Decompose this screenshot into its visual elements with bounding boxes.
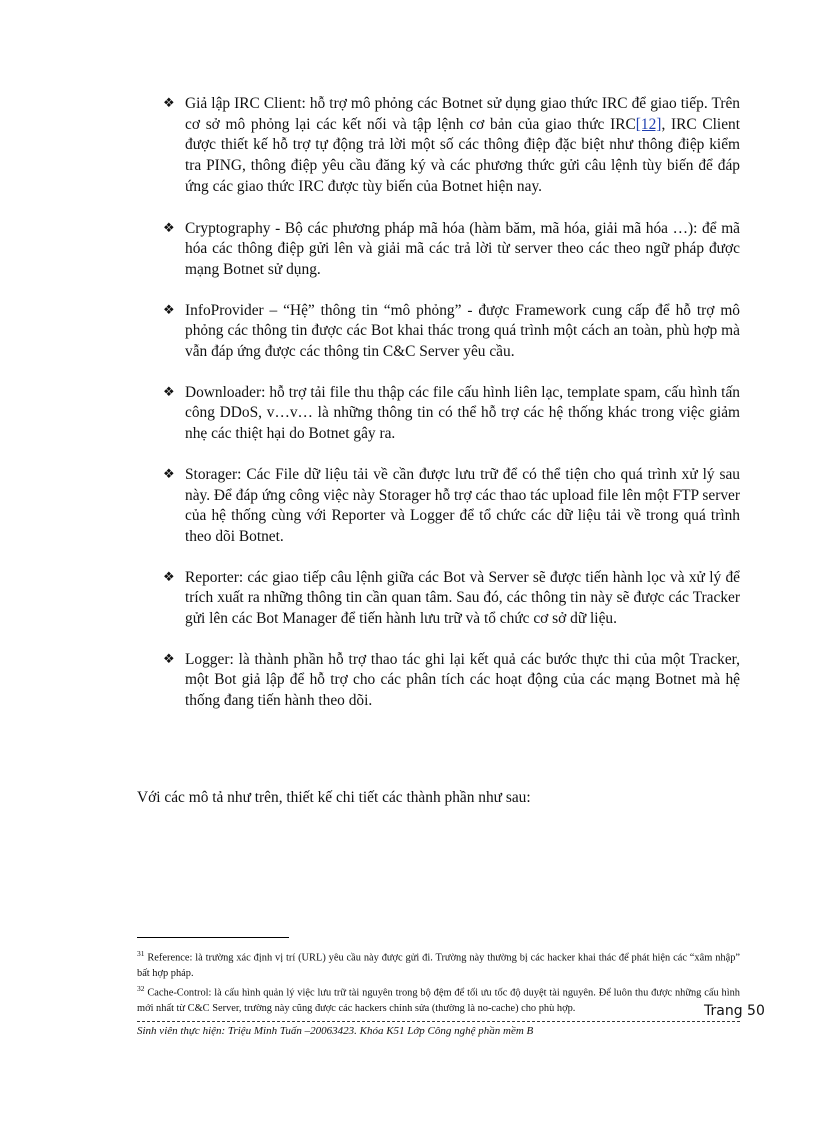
list-item-reporter [163,568,740,630]
list-item-cryptography [163,219,740,281]
footnote-separator [137,937,289,938]
diamond-bullet-icon: ❖ [163,384,175,400]
item-text: Logger: là thành phần hỗ trợ thao tác ghi lại kết quả các bước thực thi của một Tracker, một Bot giả lập để hỗ trợ cho các phân tích các hoạt động của các mạng Botnet mà hệ thống đang tiến hành theo dõi. [185,650,740,710]
item-text: Cryptography - Bộ các phương pháp mã hóa (hàm băm, mã hóa, giải mã hóa …): để mã hóa các thông điệp gửi lên và giải mã các trả lời từ server theo các theo ngữ pháp được mạng Botnet sử dụng. [185,219,740,278]
list-item-logger [163,650,740,712]
item-text-after: , IRC Client được thiết kế hỗ trợ tự động trả lời một số các thông điệp đặc biệt như thông điệp kiểm tra PING, thông điệp yêu cầu đăng ký và các phương thức gửi câu lệnh tùy biến để đáp ứng các giao thức IRC được tùy biến của Botnet hiện nay. [185,115,740,195]
list-item-infoprovider [163,301,740,363]
page-footer: Sinh viên thực hiện: Triệu Minh Tuấn –20063423. Khóa K51 Lớp Công nghệ phần mềm B [137,1025,534,1037]
list-item-downloader [163,383,740,445]
page-number: Trang 50 [704,1003,765,1019]
footnotes [137,946,740,1016]
diamond-bullet-icon: ❖ [163,651,175,667]
diamond-bullet-icon: ❖ [163,569,175,585]
footnote-text: Cache-Control: là cấu hình quản lý việc lưu trữ tài nguyên trong bộ đệm để tối ưu tốc độ duyệt tài nguyên. Để luôn thu được những cấu hình mới nhất từ C&C Server, trường này cũng được các hackers chỉnh sửa (thường là no-cache) cho phù hợp. [137,987,740,1014]
bullet-list [163,94,740,732]
diamond-bullet-icon: ❖ [163,466,175,482]
footnote-32 [137,981,740,1016]
footnote-31 [137,946,740,981]
footer-separator [137,1021,740,1022]
diamond-bullet-icon: ❖ [163,96,175,111]
conclusion-paragraph: Với các mô tả như trên, thiết kế chi tiết các thành phần như sau: [137,789,531,807]
footnote-number: 31 [137,949,145,958]
list-item-irc-client [163,94,740,198]
diamond-bullet-icon: ❖ [163,220,175,236]
item-text: Giả lập IRC Client: hỗ trợ mô phỏng các Botnet sử dụng giao thức IRC để giao tiếp. Trên cơ sở mô phỏng lại các kết nối và tập lệnh cơ bản của giao thức IRC [185,95,740,133]
diamond-bullet-icon: ❖ [163,302,175,318]
citation-link[interactable]: [12] [635,115,662,133]
list-item-storager [163,465,740,548]
item-text: Reporter: các giao tiếp câu lệnh giữa các Bot và Server sẽ được tiến hành lọc và xử lý để trích xuất ra những thông tin cần quan tâm. Sau đó, các thông tin này sẽ được các Tracker gửi lên các Bot Manager để tiến hành lưu trữ và tổ chức cơ sở dữ liệu. [185,568,740,628]
footnote-text: Reference: là trường xác định vị trí (URL) yêu cầu này được gửi đi. Trường này thường bị các hacker khai thác để phát hiện các “xâm nhập” bất hợp pháp. [137,952,740,979]
item-text: InfoProvider – “Hệ” thông tin “mô phỏng” - được Framework cung cấp để hỗ trợ mô phỏng các thông tin được các Bot khai thác trong quá trình một cách an toàn, phù hợp mà vẫn đáp ứng được các thông tin C&C Server yêu cầu. [185,301,740,361]
item-text: Downloader: hỗ trợ tải file thu thập các file cấu hình liên lạc, template spam, cấu hình tấn công DDoS, v…v… là những thông tin có thể hỗ trợ các hệ thống khác trong việc giảm nhẹ các thiệt hại do Botnet gây ra. [185,383,740,443]
item-text: Storager: Các File dữ liệu tải về cần được lưu trữ để có thể tiện cho quá trình xử lý sau này. Để đáp ứng công việc này Storager hỗ trợ các thao tác upload file lên một FTP server của hệ thống cùng với Reporter và Logger để tổ chức các dữ liệu tải về trong quá trình theo dõi Botnet. [185,465,740,545]
footnote-number: 32 [137,984,145,994]
